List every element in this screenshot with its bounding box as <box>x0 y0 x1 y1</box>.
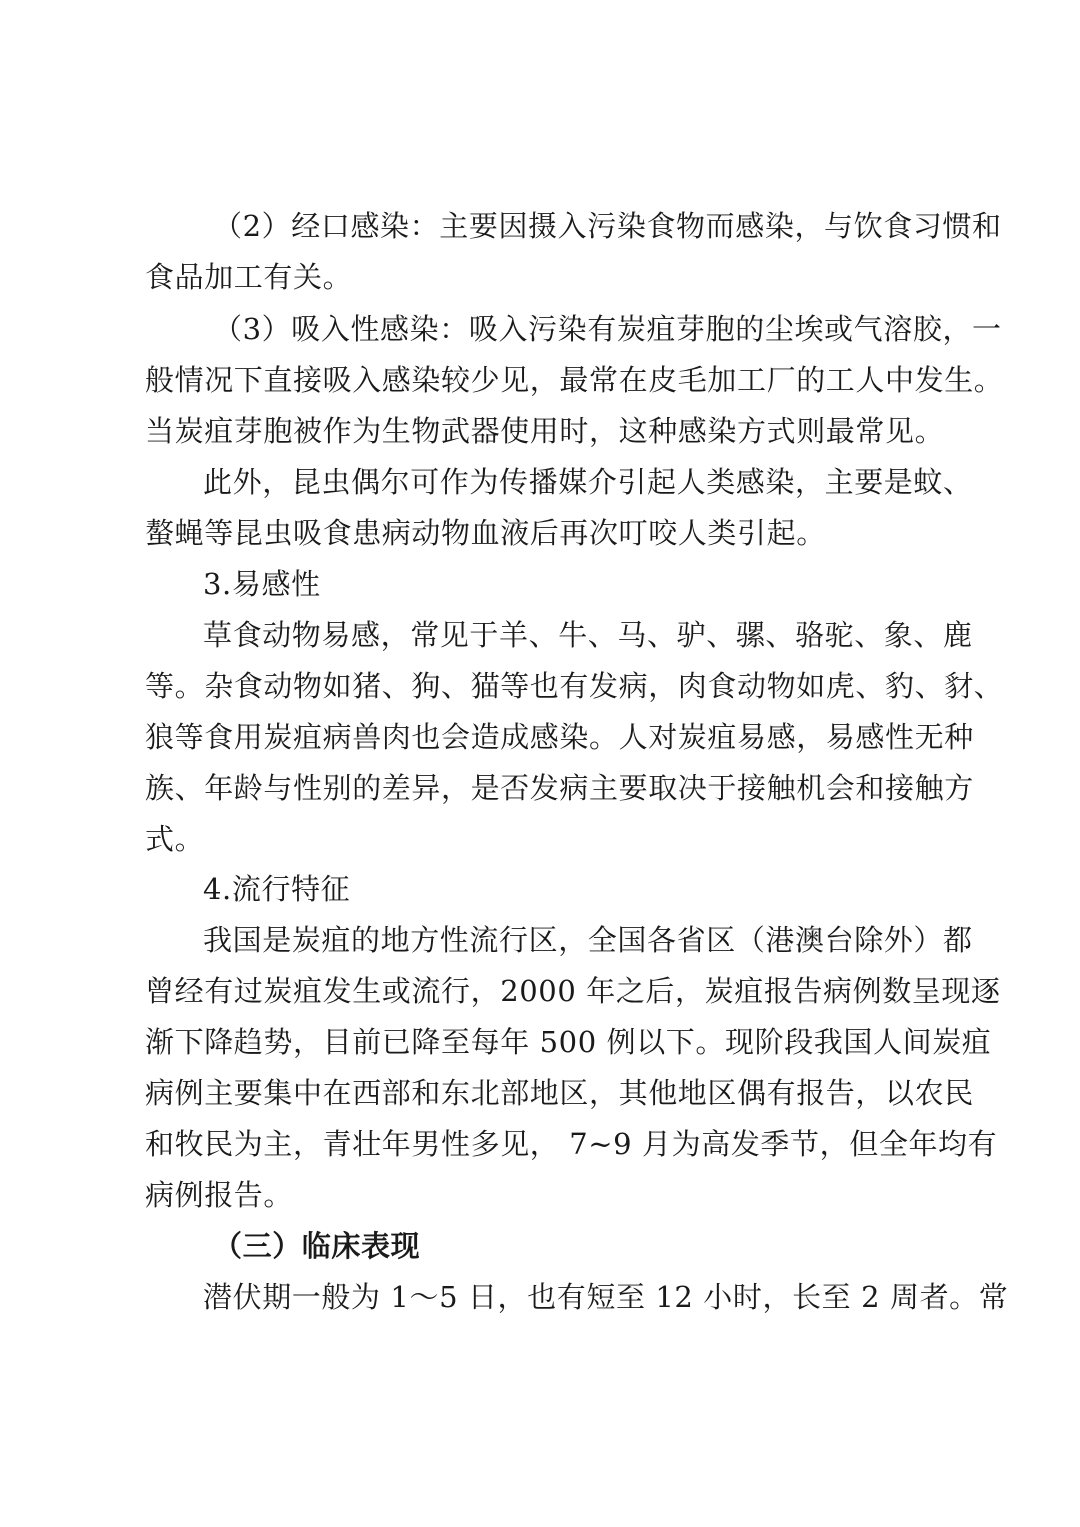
paragraph-susceptibility-cont-3: 族、年龄与性别的差异，是否发病主要取决于接触机会和接触方 <box>145 771 974 805</box>
paragraph-insect-vector: 此外，昆虫偶尔可作为传播媒介引起人类感染，主要是蚊、 <box>203 465 973 499</box>
paragraph-incubation-period: 潜伏期一般为 1～5 日，也有短至 12 小时，长至 2 周者。常 <box>203 1280 1009 1314</box>
paragraph-susceptibility-cont-1: 等。杂食动物如猪、狗、猫等也有发病，肉食动物如虎、豹、豺、 <box>145 669 1004 703</box>
paragraph-epidemic-cont-4: 和牧民为主，青壮年男性多见， 7~9 月为高发季节，但全年均有 <box>145 1127 998 1161</box>
paragraph-oral-infection: （2）经口感染：主要因摄入污染食物而感染，与饮食习惯和 <box>213 209 1002 243</box>
paragraph-oral-infection-cont: 食品加工有关。 <box>145 260 353 294</box>
section-heading-susceptibility: 3.易感性 <box>203 567 321 601</box>
paragraph-inhalation-infection-cont-2: 当炭疽芽胞被作为生物武器使用时，这种感染方式则最常见。 <box>145 414 945 448</box>
paragraph-epidemic: 我国是炭疽的地方性流行区，全国各省区（港澳台除外）都 <box>203 923 973 957</box>
paragraph-epidemic-cont-1: 曾经有过炭疽发生或流行，2000 年之后，炭疽报告病例数呈现逐 <box>145 974 1001 1008</box>
paragraph-inhalation-infection-cont-1: 般情况下直接吸入感染较少见，最常在皮毛加工厂的工人中发生。 <box>145 363 1004 397</box>
paragraph-epidemic-cont-5: 病例报告。 <box>145 1178 294 1212</box>
paragraph-inhalation-infection: （3）吸入性感染：吸入污染有炭疽芽胞的尘埃或气溶胶，一 <box>213 312 1002 346</box>
paragraph-epidemic-cont-2: 渐下降趋势，目前已降至每年 500 例以下。现阶段我国人间炭疽 <box>145 1025 992 1059</box>
paragraph-susceptibility-cont-4: 式。 <box>145 822 205 856</box>
section-heading-clinical-manifestations: （三）临床表现 <box>213 1229 421 1263</box>
paragraph-susceptibility: 草食动物易感，常见于羊、牛、马、驴、骡、骆驼、象、鹿 <box>203 618 973 652</box>
paragraph-epidemic-cont-3: 病例主要集中在西部和东北部地区，其他地区偶有报告，以农民 <box>145 1076 974 1110</box>
paragraph-susceptibility-cont-2: 狼等食用炭疽病兽肉也会造成感染。人对炭疽易感，易感性无种 <box>145 720 974 754</box>
paragraph-insect-vector-cont: 螯蝇等昆虫吸食患病动物血液后再次叮咬人类引起。 <box>145 516 826 550</box>
section-heading-epidemic-features: 4.流行特征 <box>203 872 351 906</box>
